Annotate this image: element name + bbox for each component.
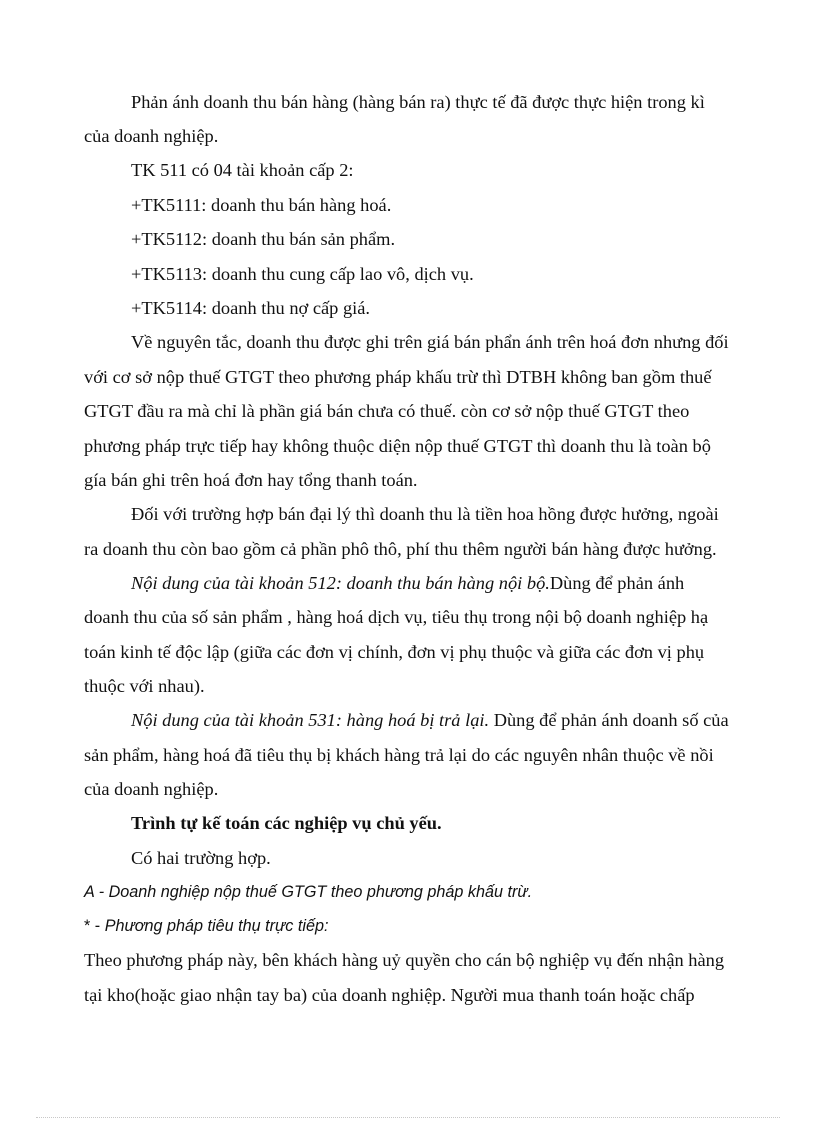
paragraph-line: Theo phương pháp này, bên khách hàng uỷ quyền cho cán bộ nghiệp vụ đến nhận hàng <box>84 950 725 970</box>
paragraph-line: sản phẩm, hàng hoá đã tiêu thụ bị khách hàng trả lại do các nguyên nhân thuộc về nồi <box>84 745 714 765</box>
account-531-heading: Nội dung của tài khoản 531: hàng hoá bị trả lại. <box>131 710 490 730</box>
paragraph-line: với cơ sở nộp thuế GTGT theo phương pháp khấu trừ thì DTBH không ban gồm thuế <box>84 367 712 387</box>
paragraph-line: TK 511 có 04 tài khoản cấp 2: <box>131 160 354 180</box>
paragraph-line: Đối với trường hợp bán đại lý thì doanh thu là tiền hoa hồng được hưởng, ngoài <box>131 504 719 524</box>
list-item: +TK5112: doanh thu bán sản phẩm. <box>131 229 396 249</box>
paragraph-line: của doanh nghiệp. <box>84 126 219 146</box>
subsection-heading: A - Doanh nghiệp nộp thuế GTGT theo phương pháp khấu trừ. <box>84 883 533 901</box>
paragraph-line: của doanh nghiệp. <box>84 779 219 799</box>
paragraph-line: tại kho(hoặc giao nhận tay ba) của doanh nghiệp. Người mua thanh toán hoặc chấp <box>84 985 695 1005</box>
paragraph-line-531 <box>131 707 729 733</box>
account-512-text: Dùng để phản ánh <box>549 573 685 593</box>
paragraph-line: phương pháp trực tiếp hay không thuộc diện nộp thuế GTGT thì doanh thu là toàn bộ <box>84 436 711 456</box>
paragraph-line: thuộc với nhau). <box>84 676 205 696</box>
paragraph-line: Có hai trường hợp. <box>131 848 271 868</box>
method-title: Phương pháp tiêu thụ trực tiếp: <box>104 917 329 935</box>
account-512-heading: Nội dung của tài khoản 512: doanh thu bán hàng nội bộ. <box>131 573 550 593</box>
paragraph-line: GTGT đầu ra mà chỉ là phần giá bán chưa có thuế. còn cơ sở nộp thuế GTGT theo <box>84 401 690 421</box>
list-item: +TK5113: doanh thu cung cấp lao vô, dịch vụ. <box>131 264 474 284</box>
paragraph-line: Phản ánh doanh thu bán hàng (hàng bán ra) thực tế đã được thực hiện trong kì <box>131 92 705 112</box>
paragraph-line: ra doanh thu còn bao gồm cả phần phô thô, phí thu thêm người bán hàng được hưởng. <box>84 539 717 559</box>
method-prefix: * - <box>84 917 105 935</box>
list-item: +TK5114: doanh thu nợ cấp giá. <box>131 298 371 318</box>
paragraph-line-512 <box>131 570 684 596</box>
method-heading <box>84 913 328 939</box>
paragraph-line: toán kinh tế độc lập (giữa các đơn vị chính, đơn vị phụ thuộc và giữa các đơn vị phụ <box>84 642 705 662</box>
section-heading: Trình tự kế toán các nghiệp vụ chủ yếu. <box>131 813 442 833</box>
page-footer-divider <box>36 1117 780 1118</box>
account-531-text: Dùng để phản ánh doanh số của <box>489 710 729 730</box>
list-item: +TK5111: doanh thu bán hàng hoá. <box>131 195 392 215</box>
paragraph-line: gía bán ghi trên hoá đơn hay tổng thanh toán. <box>84 470 418 490</box>
paragraph-line: Về nguyên tắc, doanh thu được ghi trên giá bán phẩn ánh trên hoá đơn nhưng đối <box>131 332 729 352</box>
paragraph-line: doanh thu của số sản phẩm , hàng hoá dịch vụ, tiêu thụ trong nội bộ doanh nghiệp hạ <box>84 607 709 627</box>
